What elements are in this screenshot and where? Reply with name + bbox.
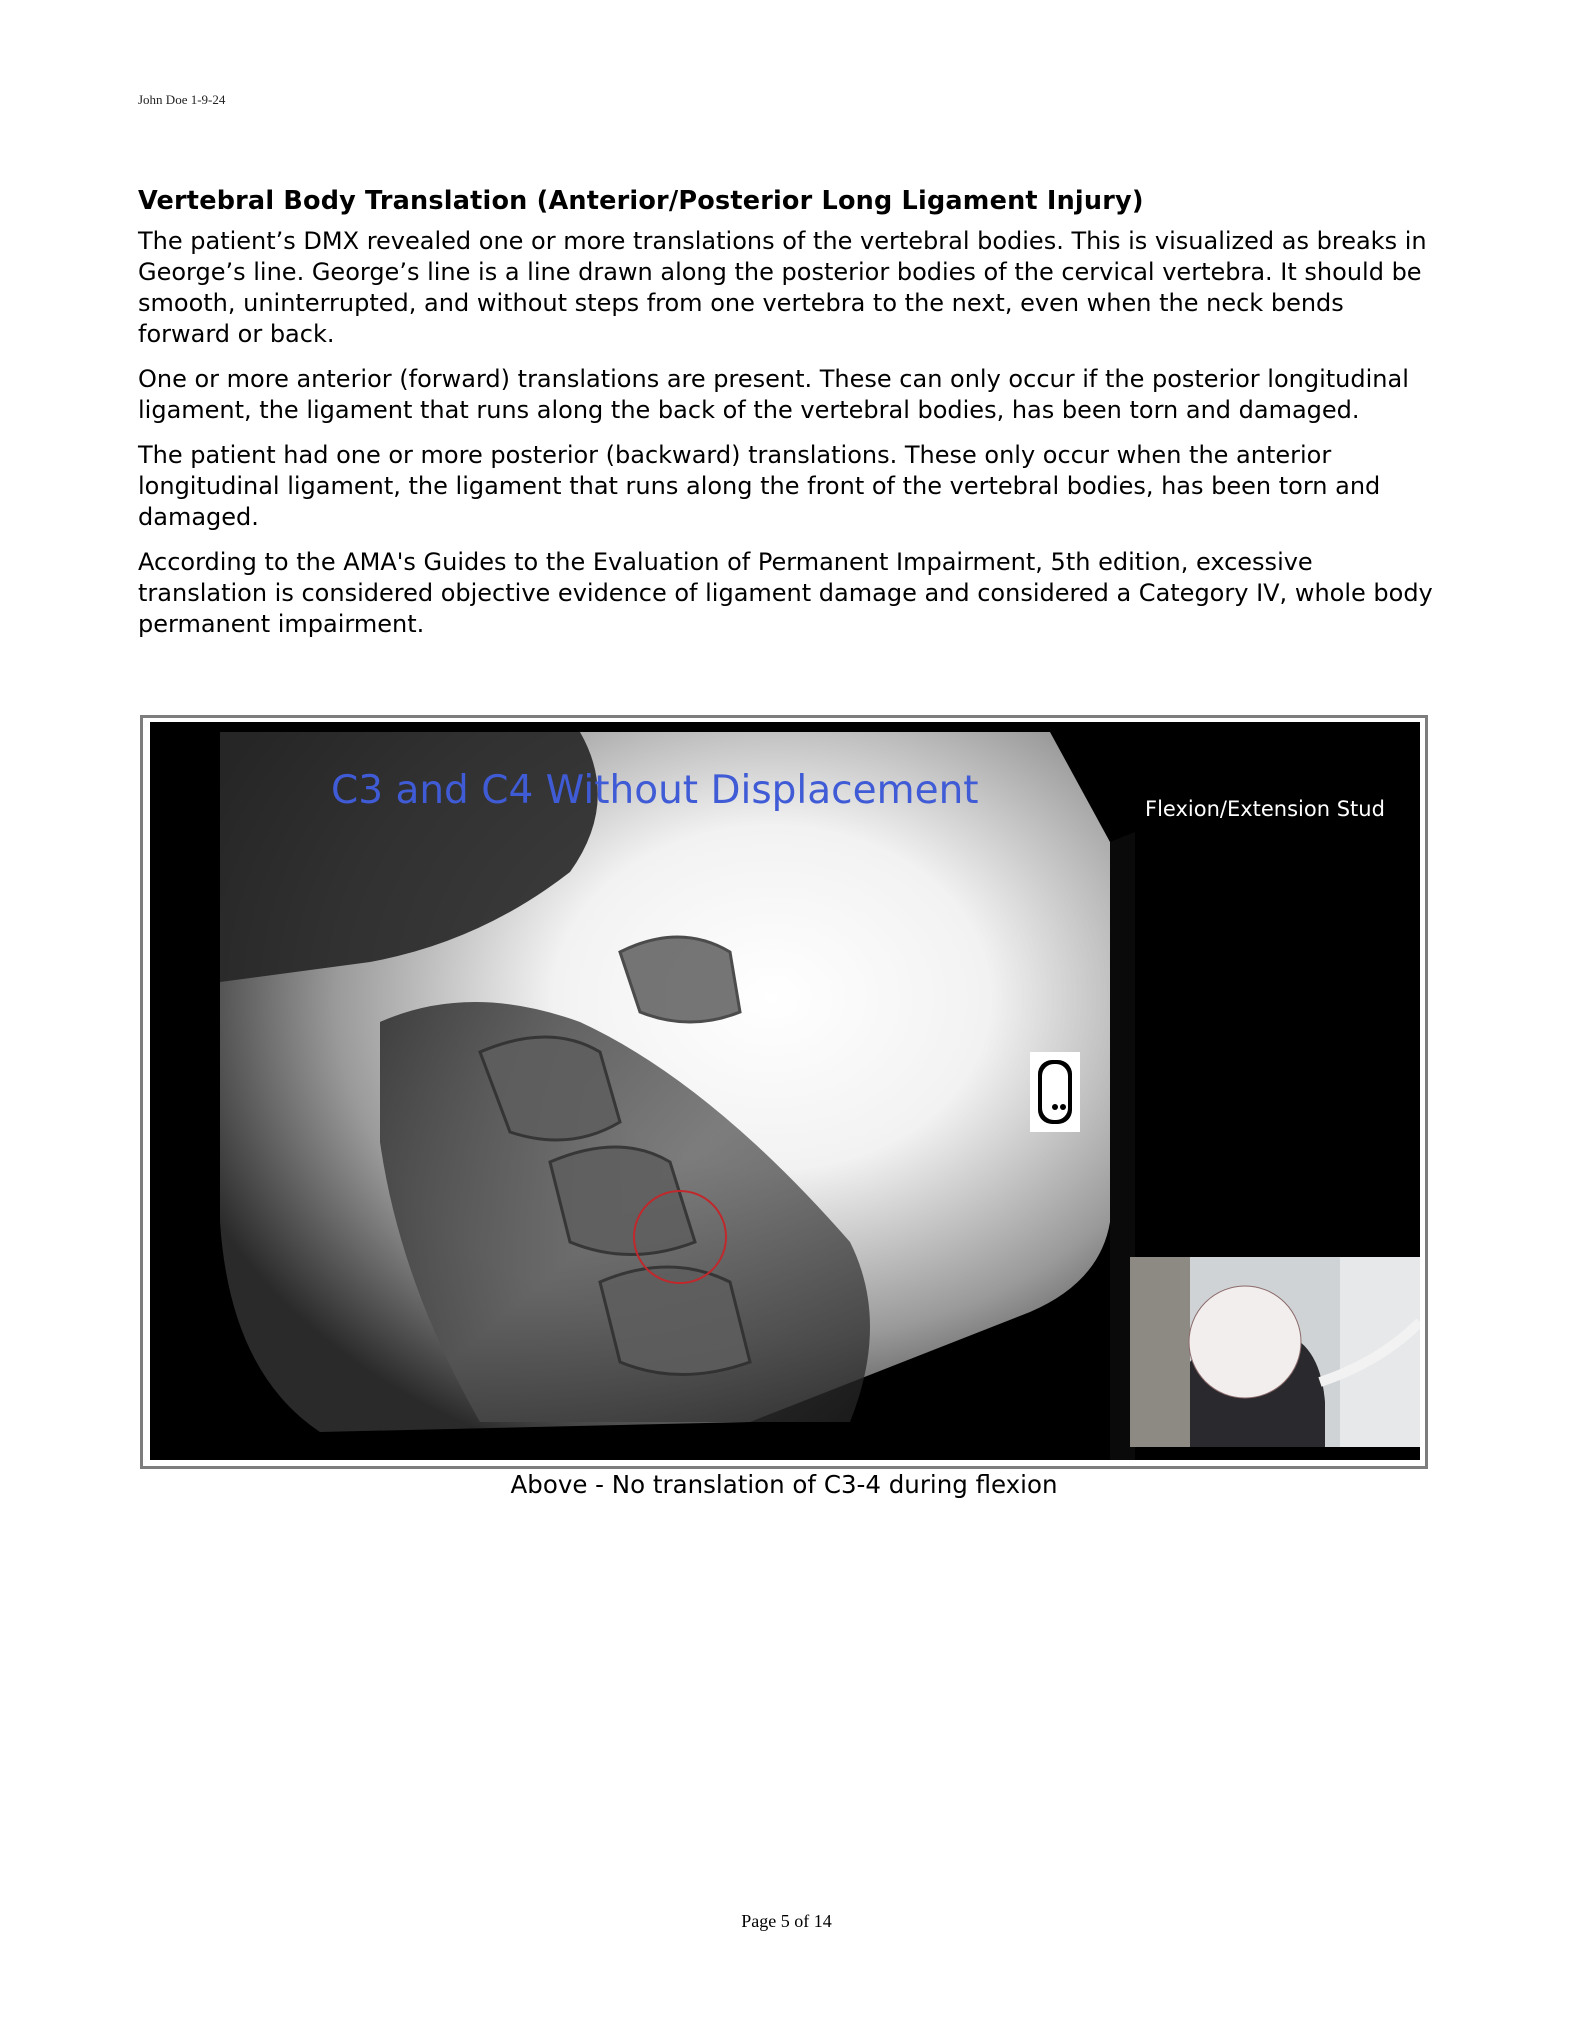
xray-figure-frame	[140, 715, 1428, 1469]
patient-camera-inset	[1130, 1257, 1420, 1447]
figure-caption: Above - No translation of C3-4 during flexion	[510, 1470, 1058, 1499]
xray-marker	[1030, 1052, 1080, 1132]
section-content	[138, 186, 1438, 654]
paragraph-2: One or more anterior (forward) translations are present. These can only occur if the posterior longitudinal ligament, the ligament that runs along the back of the vertebral bodies, has been torn and damaged.	[138, 365, 1409, 424]
overlay-title: C3 and C4 Without Displacement	[331, 768, 979, 813]
page-number: Page 5 of 14	[741, 1911, 832, 1931]
paragraph-3: The patient had one or more posterior (backward) translations. These only occur when the anterior longitudinal ligament, the ligament that runs along the front of the vertebral bodies, has been torn and damaged.	[138, 441, 1381, 531]
side-label: Flexion/Extension Stud	[1145, 797, 1385, 821]
section-title: Vertebral Body Translation (Anterior/Posterior Long Ligament Injury)	[138, 186, 1144, 216]
face-blur-circle	[1189, 1286, 1301, 1398]
paragraph-4: According to the AMA's Guides to the Evaluation of Permanent Impairment, 5th edition, excessive translation is considered objective evidence of ligament damage and considered a Category IV, whole body permanent impairment.	[138, 548, 1433, 638]
paragraph-1: The patient’s DMX revealed one or more translations of the vertebral bodies. This is visualized as breaks in George’s line. George’s line is a line drawn along the posterior bodies of the cervical vertebra. It should be smooth, uninterrupted, and without steps from one vertebra to the next, even when the neck bends forward or back.	[138, 227, 1427, 348]
xray-image	[150, 722, 1420, 1460]
running-header: John Doe 1-9-24	[138, 92, 226, 107]
